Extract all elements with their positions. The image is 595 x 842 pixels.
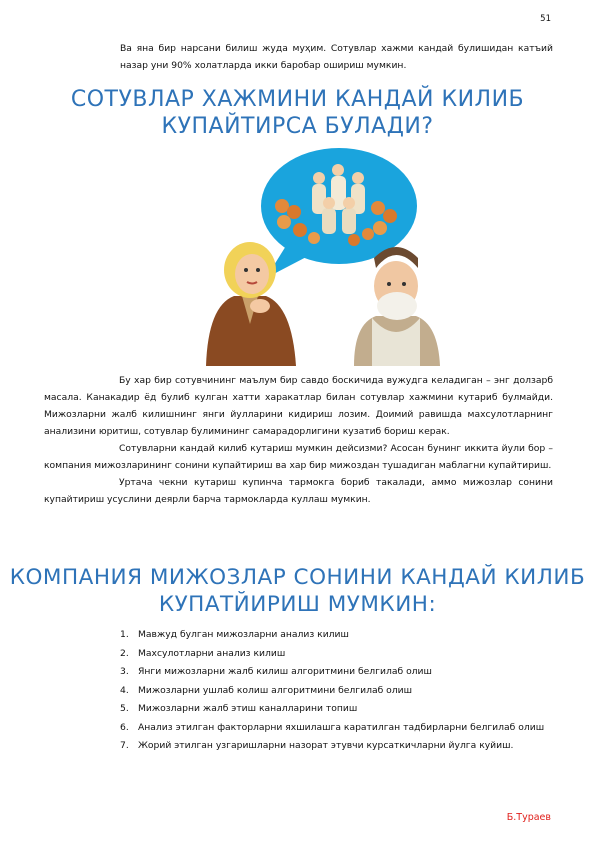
list-item: [120, 737, 560, 756]
list-item-text: Янги мижозларни жалб килиш алгоритмини белгилаб олиш: [138, 666, 432, 677]
list-item-number: 4.: [120, 684, 129, 696]
list-item: [120, 719, 560, 738]
paragraph-3: Уртача чекни кутариш купинча тармокга бориб такалади, аммо мижозлар сонини купайтириш усуслини деярли барча тармокларда куллаш мумкин.: [44, 477, 553, 505]
list-item-text: Мавжуд булган мижозларни анализ килиш: [138, 629, 349, 640]
heading-increase-customers: КОМПАНИЯ МИЖОЗЛАР СОНИНИ КАНДАЙ КИЛИБ КУПАТЙИРИШ МУМКИН:: [9, 565, 586, 617]
list-item: [120, 700, 560, 719]
list-item-text: Мижозларни жалб этиш каналларини топиш: [138, 703, 358, 714]
list-item-text: Махсулотларни анализ килиш: [138, 647, 286, 659]
woman-imagining-customers-illustration: [204, 146, 444, 366]
old-man-figure: [354, 247, 440, 366]
list-item: [120, 663, 560, 682]
heading-increase-sales: СОТУВЛАР ХАЖМИНИ КАНДАЙ КИЛИБ КУПАЙТИРСА БУЛАДИ?: [70, 87, 525, 139]
list-item-text: Мижозларни ушлаб колиш алгоритмини белгилаб олиш: [138, 684, 413, 696]
list-item-number: 1.: [120, 629, 129, 640]
list-item: [120, 645, 560, 664]
author-signature: Б.Тураев: [506, 812, 551, 823]
list-item: [120, 682, 560, 701]
list-item-number: 3.: [120, 666, 129, 677]
paragraph-2: Сотувларни кандай килиб кутариш мумкин дейсизми? Асосан бунинг иккита йули бор – компания мижозларининг сонини купайтириш ва хар бир мижоздан тушадиган маблагни купайтириш.: [44, 443, 553, 471]
list-item-number: 5.: [120, 703, 129, 714]
list-item-number: 7.: [120, 740, 129, 751]
list-item-number: 6.: [120, 721, 129, 733]
list-item-number: 2.: [120, 647, 129, 659]
intro-paragraph: Ва яна бир нарсани билиш жуда муҳим. Сотувлар хажми кандай булишидан катъий назар уни 90% холатларда икки баробар ошириш мумкин.: [120, 43, 553, 71]
paragraph-1: Бу хар бир сотувчининг маълум бир савдо боскичида вужудга келадиган – энг долзарб масала. Канакадир ёд булиб кулган хатти харакатлар билан сотувлар хажмини кутариб булмайди. Мижозларни жалб килишнинг янги йулларини кидириш лозим. Доимий равишда махсулотларнинг анализини юритиш, сотувлар булимининг самарадорлигини кузатиб бориш керак.: [44, 375, 553, 437]
steps-list: [120, 626, 560, 756]
list-item-text: Анализ этилган факторларни яхшилашга каратилган тадбирларни белгилаб олиш: [138, 721, 545, 733]
body-text: [44, 372, 553, 508]
page-number: 51: [540, 14, 551, 24]
list-item-text: Жорий этилган узгаришларни назорат этувчи курсаткичларни йулга куйиш.: [138, 740, 514, 751]
list-item: [120, 626, 560, 645]
